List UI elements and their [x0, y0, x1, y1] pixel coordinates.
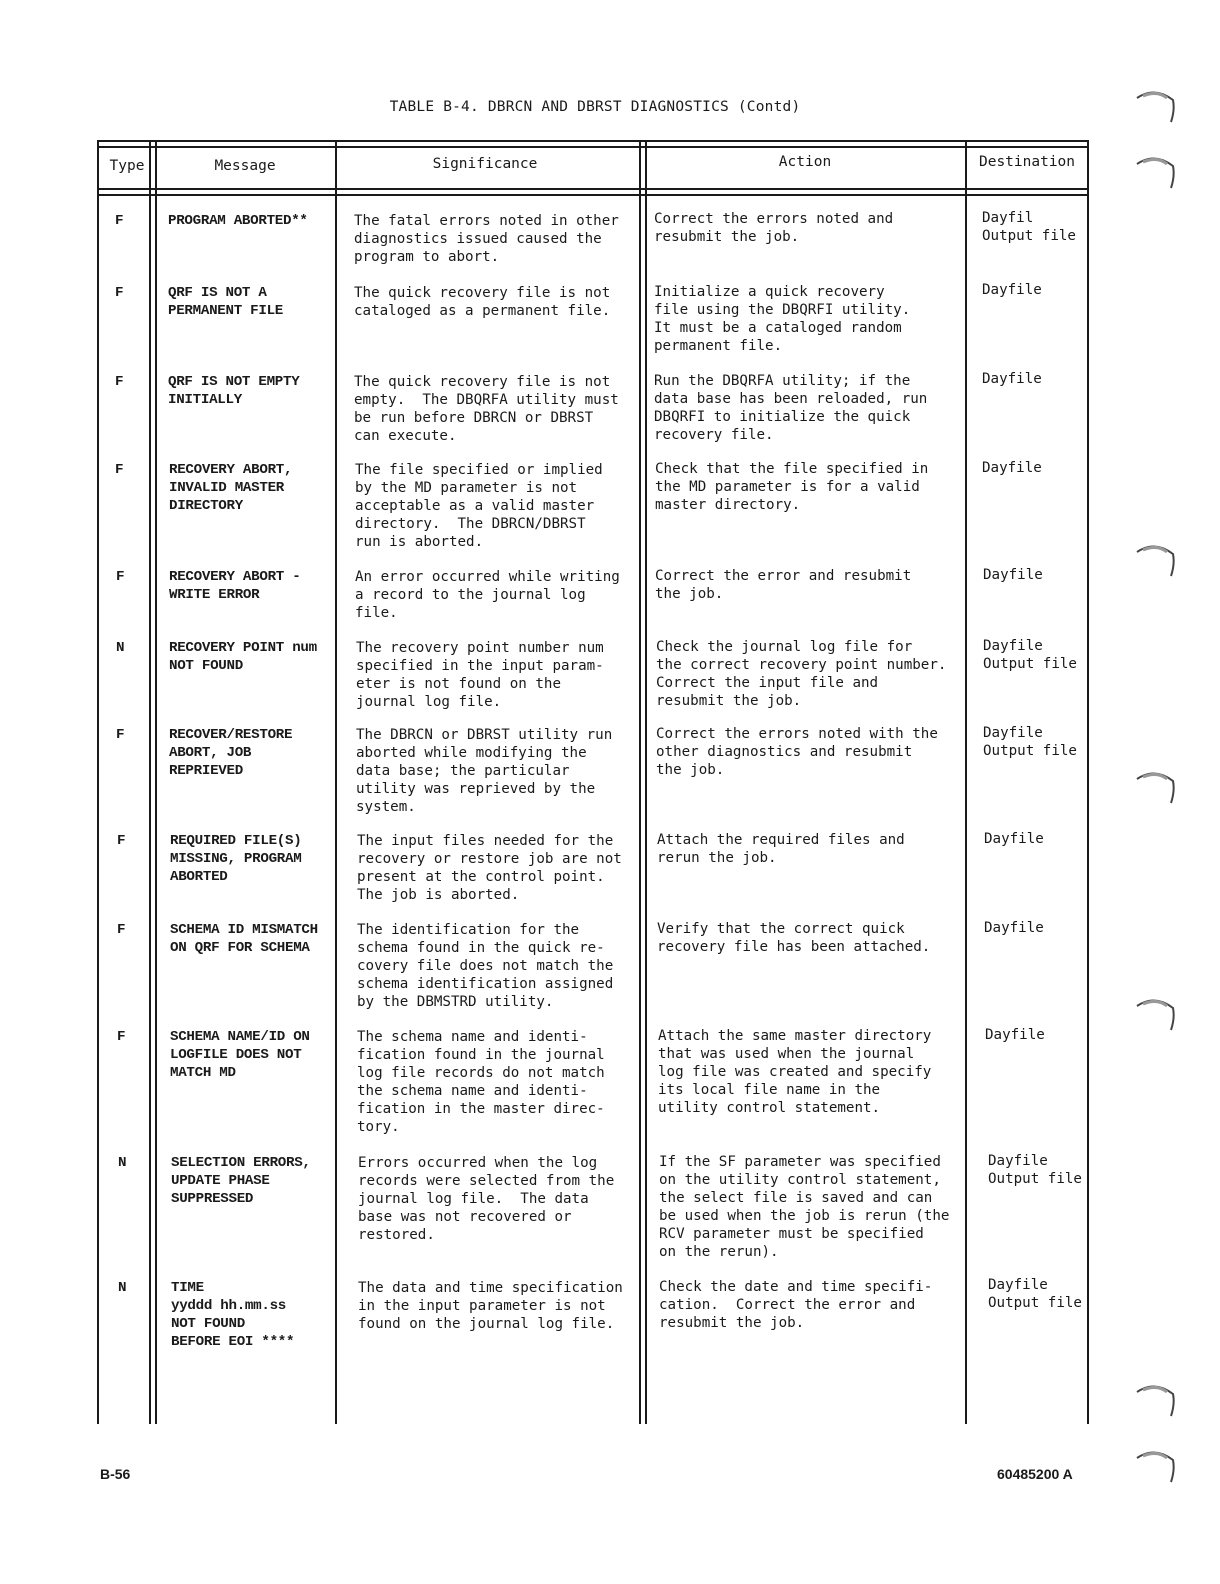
- row-type: N: [118, 1280, 127, 1296]
- row-action: If the SF parameter was specified on the utility control statement, the select file is saved and can be used when the job is rerun (the RCV parameter must be specified on the rerun).: [659, 1154, 950, 1260]
- row-message: SCHEMA NAME/ID ON LOGFILE DOES NOT MATCH MD: [170, 1029, 310, 1081]
- row-significance: The recovery point number num specified in the input param- eter is not found on the journal log file.: [356, 640, 604, 710]
- row-message: QRF IS NOT A PERMANENT FILE: [168, 285, 283, 319]
- row-message: RECOVERY POINT num NOT FOUND: [169, 640, 317, 674]
- punch-hole-mark: [1133, 152, 1177, 192]
- row-action: Correct the errors noted and resubmit the job.: [654, 211, 894, 245]
- row-action: Verify that the correct quick recovery file has been attached.: [657, 921, 931, 955]
- row-type: F: [117, 1029, 126, 1045]
- row-type: F: [117, 833, 126, 849]
- row-type: F: [117, 922, 126, 938]
- row-destination: Dayfile: [982, 282, 1042, 298]
- row-type: N: [118, 1155, 127, 1171]
- row-destination: Dayfile Output file: [988, 1277, 1082, 1311]
- row-destination: Dayfil Output file: [982, 210, 1076, 244]
- row-destination: Dayfile: [985, 1027, 1045, 1043]
- row-message: PROGRAM ABORTED**: [168, 213, 308, 229]
- row-action: Run the DBQRFA utility; if the data base has been reloaded, run DBQRFI to initialize the quick recovery file.: [654, 373, 928, 443]
- row-significance: The input files needed for the recovery or restore job are not present at the control point. The job is aborted.: [357, 833, 622, 903]
- header-destination: Destination: [978, 154, 1076, 170]
- row-destination: Dayfile Output file: [988, 1153, 1082, 1187]
- diagnostics-table: [97, 140, 1089, 1424]
- column-divider: [639, 142, 641, 1424]
- row-significance: The file specified or implied by the MD parameter is not acceptable as a valid master directory. The DBRCN/DBRST run is aborted.: [355, 462, 603, 550]
- row-destination: Dayfile Output file: [983, 725, 1077, 759]
- header-message: Message: [214, 158, 276, 174]
- row-message: RECOVER/RESTORE ABORT, JOB REPRIEVED: [169, 727, 293, 779]
- row-significance: The DBRCN or DBRST utility run aborted while modifying the data base; the particular utility was reprieved by the system.: [356, 727, 613, 815]
- document-number: 60485200 A: [997, 1466, 1073, 1482]
- row-type: F: [115, 374, 124, 390]
- row-significance: The data and time specification in the input parameter is not found on the journal log file.: [358, 1280, 623, 1332]
- row-message: QRF IS NOT EMPTY INITIALLY: [168, 374, 300, 408]
- column-divider: [335, 142, 337, 1424]
- row-significance: An error occurred while writing a record to the journal log file.: [355, 569, 620, 621]
- row-destination: Dayfile: [982, 371, 1042, 387]
- row-action: Check the journal log file for the correct recovery point number. Correct the input file and resubmit the job.: [656, 639, 947, 709]
- row-significance: The quick recovery file is not empty. The DBQRFA utility must be run before DBRCN or DBRST can execute.: [354, 374, 619, 444]
- row-type: F: [115, 462, 124, 478]
- row-type: F: [115, 285, 124, 301]
- row-significance: The schema name and identi- fication found in the journal log file records do not match the schema name and identi- fication in the master direc- tory.: [357, 1029, 605, 1135]
- row-destination: Dayfile: [984, 831, 1044, 847]
- row-action: Check the date and time specifi- cation. Correct the error and resubmit the job.: [659, 1279, 933, 1331]
- row-type: F: [115, 213, 124, 229]
- row-destination: Dayfile: [982, 460, 1042, 476]
- column-divider: [645, 142, 647, 1424]
- row-message: RECOVERY ABORT, INVALID MASTER DIRECTORY: [169, 462, 293, 514]
- row-action: Correct the errors noted with the other diagnostics and resubmit the job.: [656, 726, 938, 778]
- row-message: TIME yyddd hh.mm.ss NOT FOUND BEFORE EOI ****: [171, 1280, 295, 1350]
- row-destination: Dayfile Output file: [983, 638, 1077, 672]
- header-rule: [99, 146, 1087, 148]
- column-divider: [965, 142, 967, 1424]
- row-message: SCHEMA ID MISMATCH ON QRF FOR SCHEMA: [170, 922, 318, 956]
- punch-hole-mark: [1133, 86, 1177, 126]
- punch-hole-mark: [1133, 994, 1177, 1034]
- header-type: Type: [109, 158, 145, 174]
- row-action: Attach the required files and rerun the job.: [657, 832, 905, 866]
- row-type: F: [116, 569, 125, 585]
- row-destination: Dayfile: [984, 920, 1044, 936]
- row-destination: Dayfile: [983, 567, 1043, 583]
- row-significance: The identification for the schema found in the quick re- covery file does not match the schema identification assigned by the DBMSTRD utility.: [357, 922, 614, 1010]
- row-significance: The quick recovery file is not cataloged as a permanent file.: [354, 285, 611, 319]
- punch-hole-mark: [1133, 540, 1177, 580]
- row-type: N: [116, 640, 125, 656]
- row-action: Attach the same master directory that was used when the journal log file was created and specify its local file name in the utility control statement.: [658, 1028, 932, 1116]
- column-divider: [149, 142, 151, 1424]
- row-action: Check that the file specified in the MD parameter is for a valid master directory.: [655, 461, 929, 513]
- header-action: Action: [778, 154, 832, 170]
- table-title: TABLE B-4. DBRCN AND DBRST DIAGNOSTICS (Contd): [389, 99, 801, 115]
- page-number: B-56: [100, 1466, 131, 1482]
- row-action: Initialize a quick recovery file using the DBQRFI utility. It must be a cataloged random permanent file.: [654, 284, 911, 354]
- row-type: F: [116, 727, 125, 743]
- punch-hole-mark: [1133, 767, 1177, 807]
- punch-hole-mark: [1133, 1380, 1177, 1420]
- row-significance: Errors occurred when the log records were selected from the journal log file. The data base was not recovered or restored.: [358, 1155, 615, 1243]
- column-divider: [155, 142, 157, 1424]
- row-message: RECOVERY ABORT - WRITE ERROR: [169, 569, 301, 603]
- header-rule: [99, 194, 1087, 196]
- row-action: Correct the error and resubmit the job.: [655, 568, 912, 602]
- punch-hole-mark: [1133, 1446, 1177, 1486]
- row-significance: The fatal errors noted in other diagnostics issued caused the program to abort.: [354, 213, 619, 265]
- row-message: SELECTION ERRORS, UPDATE PHASE SUPPRESSED: [171, 1155, 311, 1207]
- row-message: REQUIRED FILE(S) MISSING, PROGRAM ABORTED: [170, 833, 302, 885]
- header-significance: Significance: [432, 156, 538, 172]
- header-rule: [99, 188, 1087, 190]
